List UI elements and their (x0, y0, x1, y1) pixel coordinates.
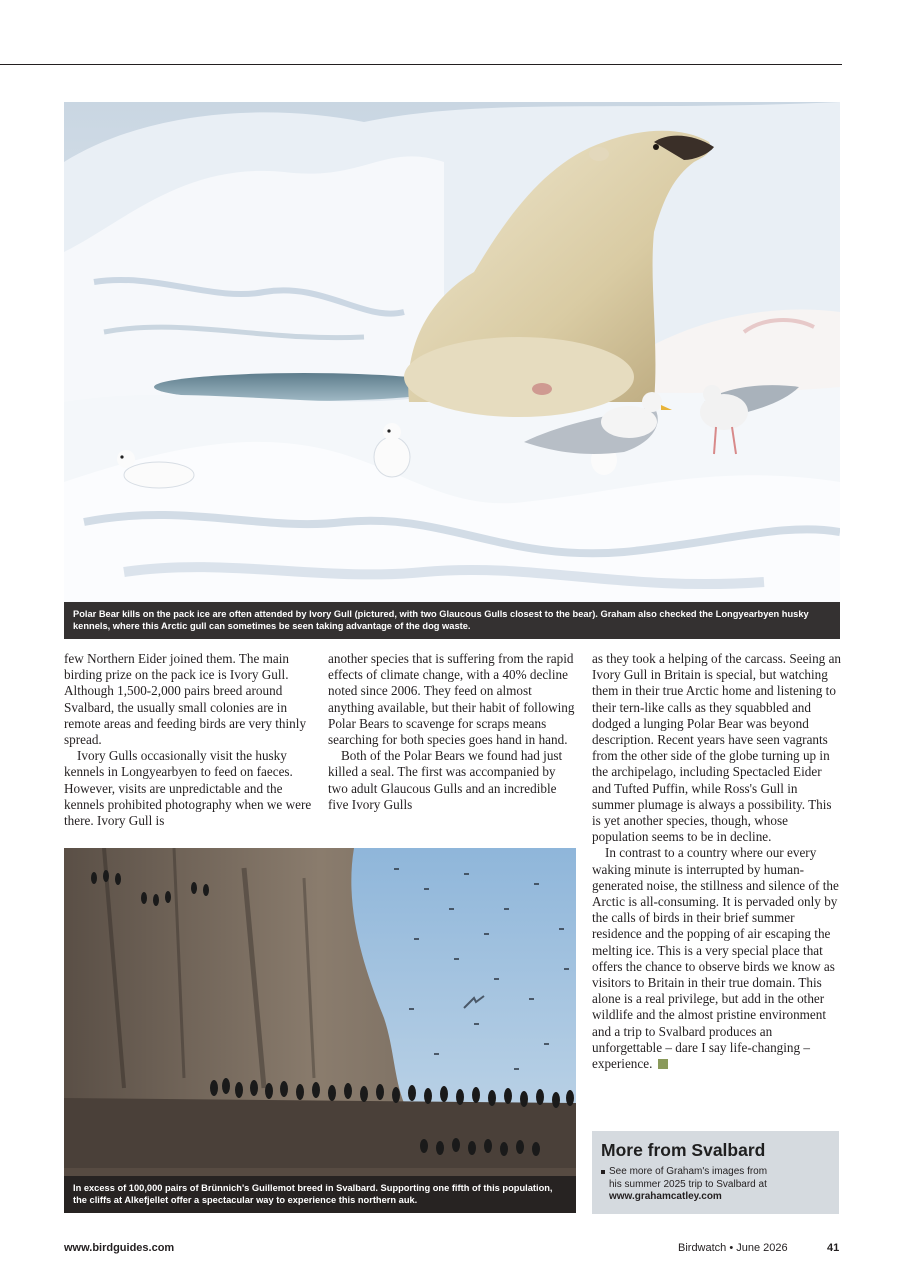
more-box-url-link[interactable]: www.grahamcatley.com (609, 1191, 722, 1202)
polar-bear-image (64, 102, 840, 639)
column-1-paragraph-2: Ivory Gulls occasionally visit the husky kennels in Longyearbyen to feed on faeces. However, visits are unpredictable and the kennels prohibited photography when we were there. Ivory Gull is (64, 748, 312, 829)
more-box-text (601, 1166, 830, 1204)
article-column-2 (328, 651, 576, 813)
article-end-mark (658, 1059, 668, 1069)
article-column-3 (592, 651, 842, 1072)
article-column-1 (64, 651, 312, 829)
column-1-paragraph-1: few Northern Eider joined them. The main birding prize on the pack ice is Ivory Gull. Although 1,500-2,000 pairs breed around Svalbard, the usually small colonies are in remote areas and feeding birds are very thinly spread. (64, 651, 307, 748)
guillemot-cliff-photo (64, 848, 576, 1213)
column-2-paragraph-2: Both of the Polar Bears we found had just killed a seal. The first was accompanied by two adult Glaucous Gulls and an incredible five Ivory Gulls (328, 748, 563, 812)
page-number: 41 (827, 1242, 840, 1254)
column-3-paragraph-2-text: In contrast to a country where our every waking minute is interrupted by human-generated noise, the stillness and silence of the Arctic is all-consuming. It is pervaded only by the calls of birds in their brief summer residence and the popping of air escaping the melting ice. This is a very special place that offers the chance to observe birds we know as visitors to Britain in their true domain. This alone is a real privilege, but add in the other wildlife and the almost pristine environment and a trip to Svalbard produces an unforgettable – dare I say life-changing – experience. (592, 845, 839, 1072)
more-box-line-2: his summer 2025 trip to Svalbard at (609, 1178, 767, 1190)
column-3-paragraph-2 (592, 845, 842, 1072)
bullet-icon (601, 1170, 605, 1174)
guillemot-caption: In excess of 100,000 pairs of Brünnich's Guillemot breed in Svalbard. Supporting one fifth of this population, the cliffs at Alkefjellet offer a spectacular way to experience this northern auk. (64, 1176, 576, 1213)
footer-website-link[interactable]: www.birdguides.com (64, 1242, 175, 1254)
polar-bear-caption: Polar Bear kills on the pack ice are often attended by Ivory Gull (pictured, with two Glaucous Gulls closest to the bear). Graham also checked the Longyearbyen husky kennels, where this Arctic gull can sometimes be seen taking advantage of the dog waste. (64, 602, 840, 639)
footer-magazine-issue: Birdwatch • June 2026 (678, 1242, 788, 1254)
column-3-paragraph-1: as they took a helping of the carcass. Seeing an Ivory Gull in Britain is special, but watching them in their true Arctic home and listening to their tern-like calls as they squabbled and dodged a lunging Polar Bear was beyond description. Recent years have seen vagrants from the other side of the globe turning up in the archipelago, including Spectacled Eider and Tufted Puffin, while Ross's Gull in summer plumage is always a possibility. This is yet another species, though, whose population seems to be in decline. (592, 651, 842, 845)
more-box-title: More from Svalbard (601, 1140, 766, 1160)
polar-bear-photo (64, 102, 840, 639)
more-box-line-1: See more of Graham's images from (609, 1166, 768, 1177)
guillemot-cliff-image (64, 848, 576, 1213)
more-from-svalbard-box (592, 1131, 839, 1214)
column-2-paragraph-1: another species that is suffering from the rapid effects of climate change, with a 40% decline noted since 2006. They feed on almost anything available, but their habit of following Polar Bears to scavenge for scraps means searching for both species goes hand in hand. (328, 651, 575, 748)
top-rule (0, 64, 842, 65)
